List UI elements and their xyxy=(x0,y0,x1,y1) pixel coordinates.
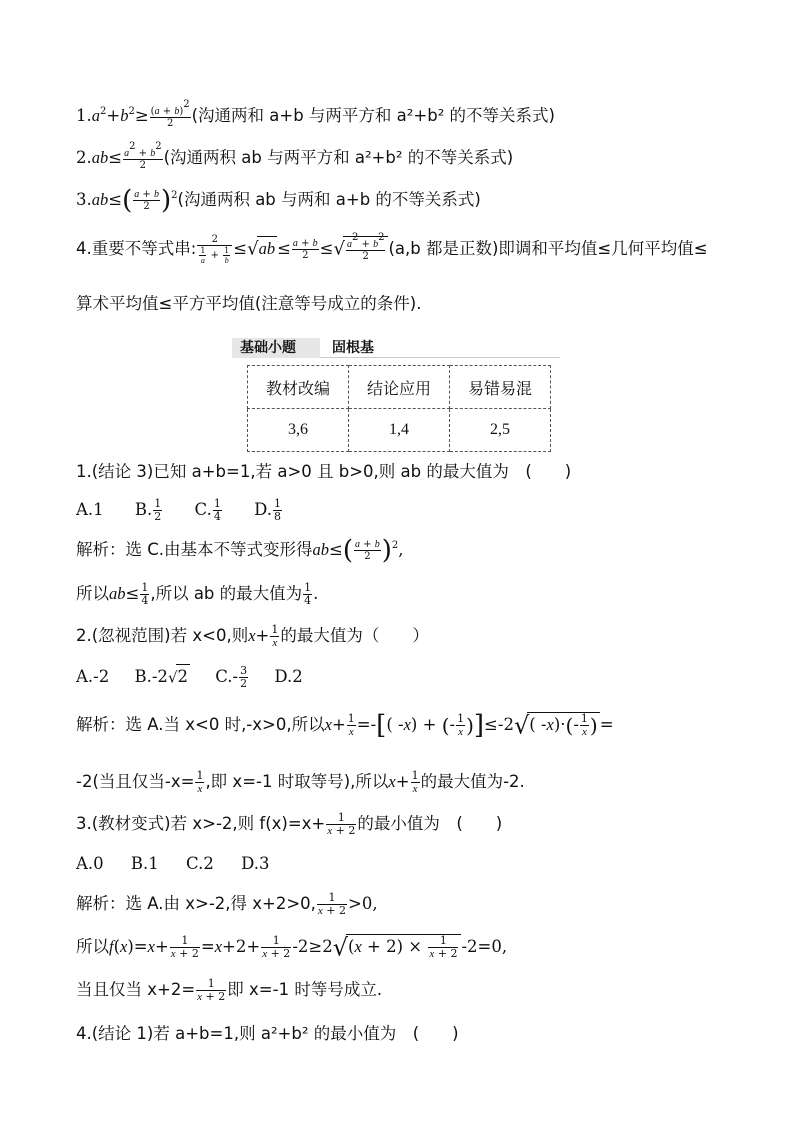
choice-b: B.1 xyxy=(130,854,159,873)
question-1-stem: 1.(结论 3)已知 a+b=1,若 a>0 且 b>0,则 ab 的最大值为 ( ) xyxy=(76,462,572,481)
section-tag: 基础小题 xyxy=(232,338,320,358)
choice-a: A.-2 xyxy=(76,667,110,686)
conclusion-4-continued: 算术平均值≤平方平均值(注意等号成立的条件). xyxy=(76,294,422,313)
question-1-choices: A.1 B. $\frac{1}{2}$ C. $\frac{1}{4}$ D. $\frac{1}{8}$ xyxy=(76,497,281,523)
conclusion-3-note: (沟通两积 ab 与两和 a+b 的不等关系式) xyxy=(177,190,481,209)
conclusion-2-note: (沟通两积 ab 与两平方和 a²+b² 的不等关系式) xyxy=(163,148,514,167)
conclusion-1: $1.a^2+b^2\ge$ $\frac{(a + b)^2}{2}$ (沟通两和 a+b 与两平方和 a²+b² 的不等关系式) xyxy=(76,98,555,129)
choice-a: A.0 xyxy=(76,854,104,873)
question-4-stem: 4.(结论 1)若 a+b=1,则 a²+b² 的最小值为 ( ) xyxy=(76,1024,459,1043)
choice-a: A.1 xyxy=(76,500,104,519)
question-2-choices: A.-2 B.-2√2 C.- $\frac{3}{2}$ D.2 xyxy=(76,664,303,690)
table-header-cell: 教材改编 xyxy=(248,366,349,409)
choice-c: C.2 xyxy=(186,854,214,873)
question-3-stem: 3.(教材变式)若 x>-2,则 f(x)=x+ $\frac{1}{x + 2}$ 的最小值为 ( ) xyxy=(76,811,503,837)
conclusion-1-note: (沟通两和 a+b 与两平方和 a²+b² 的不等关系式) xyxy=(191,106,555,125)
table-cell: 2,5 xyxy=(450,409,551,452)
question-2-stem: 2.(忽视范围)若 x<0,则x+ $\frac{1}{x}$ 的最大值为（ ） xyxy=(76,623,429,649)
conclusion-2: 2.ab≤ $\frac{a^2 + b^2}{2}$ (沟通两积 ab 与两平方和 a²+b² 的不等关系式) xyxy=(76,140,514,171)
question-1-solution-1: 解析：选 C.由基本不等式变形得ab≤( $\frac{a + b}{2}$ )$^2$, xyxy=(76,535,404,566)
question-2-solution-1: 解析：选 A.当 x<0 时,-x>0,所以x+ $\frac{1}{x}$ =-[( -x) + (- $\frac{1}{x}$ )]≤-2√( -x)·(- $\frac{1}{x}$ ) = xyxy=(76,710,614,741)
category-table xyxy=(247,365,551,452)
choice-d: D.3 xyxy=(241,854,270,873)
question-3-solution-1: 解析：选 A.由 x>-2,得 x+2>0, $\frac{1}{x + 2}$ >0, xyxy=(76,891,378,917)
section-title: 固根基 xyxy=(320,338,560,358)
table-row xyxy=(248,409,551,452)
question-3-solution-3: 当且仅当 x+2= $\frac{1}{x + 2}$ 即 x=-1 时等号成立. xyxy=(76,977,383,1003)
conclusion-3: 3.ab≤( $\frac{a + b}{2}$ )$^2$(沟通两积 ab 与两和 a+b 的不等关系式) xyxy=(76,185,481,216)
question-2-solution-2: -2(当且仅当-x= $\frac{1}{x}$ ,即 x=-1 时取等号),所以x+ $\frac{1}{x}$ 的最大值为-2. xyxy=(76,769,525,795)
table-header-cell: 结论应用 xyxy=(349,366,450,409)
table-header-row xyxy=(248,366,551,409)
question-3-choices xyxy=(76,852,291,876)
question-1-solution-2: 所以ab≤ $\frac{1}{4}$ ,所以 ab 的最大值为 $\frac{1}{4}$ . xyxy=(76,581,319,607)
choice-d: D.2 xyxy=(274,667,303,686)
table-cell: 3,6 xyxy=(248,409,349,452)
question-3-solution-2: 所以f(x)=x+ $\frac{1}{x + 2}$ =x+2+ $\frac{1}{x + 2}$ -2≥2√(x + 2) × $\frac{1}{x + 2}$ -2=0, xyxy=(76,933,508,962)
section-header xyxy=(232,338,562,358)
table-cell: 1,4 xyxy=(349,409,450,452)
table-header-cell: 易错易混 xyxy=(450,366,551,409)
conclusion-4: 4.重要不等式串: 2 $\frac{1}{a}$ + $\frac{1}{b}$ ≤√ab ≤ $\frac{a + b}{2}$ ≤√ $\frac{a^2 + b^2}{2}$ (a,b 都是正数)即调和平均值≤几何平均值≤ xyxy=(76,231,708,265)
